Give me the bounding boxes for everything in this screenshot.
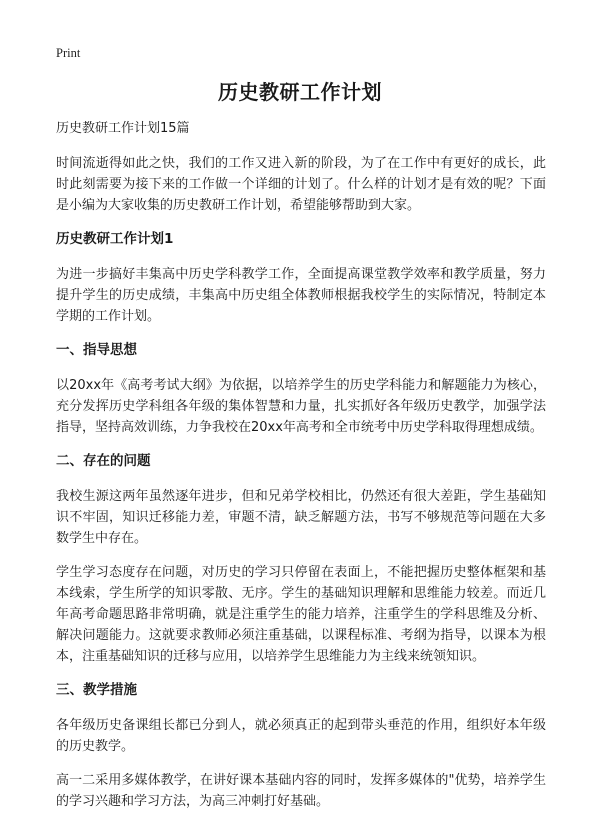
plan-intro-paragraph: 为进一步搞好丰集高中历史学科教学工作，全面提高课堂教学效率和教学质量，努力提升学生的历史成绩，丰集高中历史组全体教师根据我校学生的实际情况，特制定本学期的工作计划。 (56, 267, 546, 324)
section-heading-guiding-ideology: 一、指导思想 (56, 342, 137, 358)
document-subtitle: 历史教研工作计划15篇 (56, 121, 190, 136)
section-paragraph: 高一二采用多媒体教学，在讲好课本基础内容的同时，发挥多媒体的"优势，培养学生的学习兴趣和学习方法，为高三冲刺打好基础。 (56, 773, 546, 809)
print-link[interactable]: Print (56, 46, 81, 60)
section-paragraph: 学生学习态度存在问题，对历史的学习只停留在表面上，不能把握历史整体框架和基本线索，学生所学的知识零散、无序。学生的基础知识理解和思维能力较差。而近几年高考命题思路非常明确，就是注重学生的能力培养，注重学生的学科思维及分析、解决问题能力。这就要求教师必须注重基础，以课程标准、考纲为指导，以课本为根本，注重基础知识的迁移与应用，以培养学生思维能力为主线来统领知识。 (56, 565, 546, 664)
page-title: 历史教研工作计划 (218, 80, 382, 104)
section-heading-existing-problems: 二、存在的问题 (56, 453, 151, 469)
document-body (56, 118, 546, 825)
section-paragraph: 我校生源这两年虽然逐年进步，但和兄弟学校相比，仍然还有很大差距，学生基础知识不牢固，知识迁移能力差，审题不清，缺乏解题方法，书写不够规范等问题在大多数学生中存在。 (56, 489, 546, 546)
plan-heading: 历史教研工作计划1 (56, 231, 174, 247)
section-paragraph: 以20xx年《高考考试大纲》为依据，以培养学生的历史学科能力和解题能力为核心，充分发挥历史学科组各年级的集体智慧和力量，扎实抓好各年级历史教学，加强学法指导，坚持高效训练，力争我校在20xx年高考和全市统考中历史学科取得理想成绩。 (56, 378, 546, 435)
intro-paragraph: 时间流逝得如此之快，我们的工作又进入新的阶段，为了在工作中有更好的成长，此时此刻需要为接下来的工作做一个详细的计划了。什么样的计划才是有效的呢？下面是小编为大家收集的历史教研工作计划，希望能够帮助到大家。 (56, 156, 546, 213)
section-heading-teaching-measures: 三、教学措施 (56, 682, 137, 698)
section-paragraph: 各年级历史备课组长都已分到人，就必须真正的起到带头垂范的作用，组织好本年级的历史教学。 (56, 718, 546, 754)
